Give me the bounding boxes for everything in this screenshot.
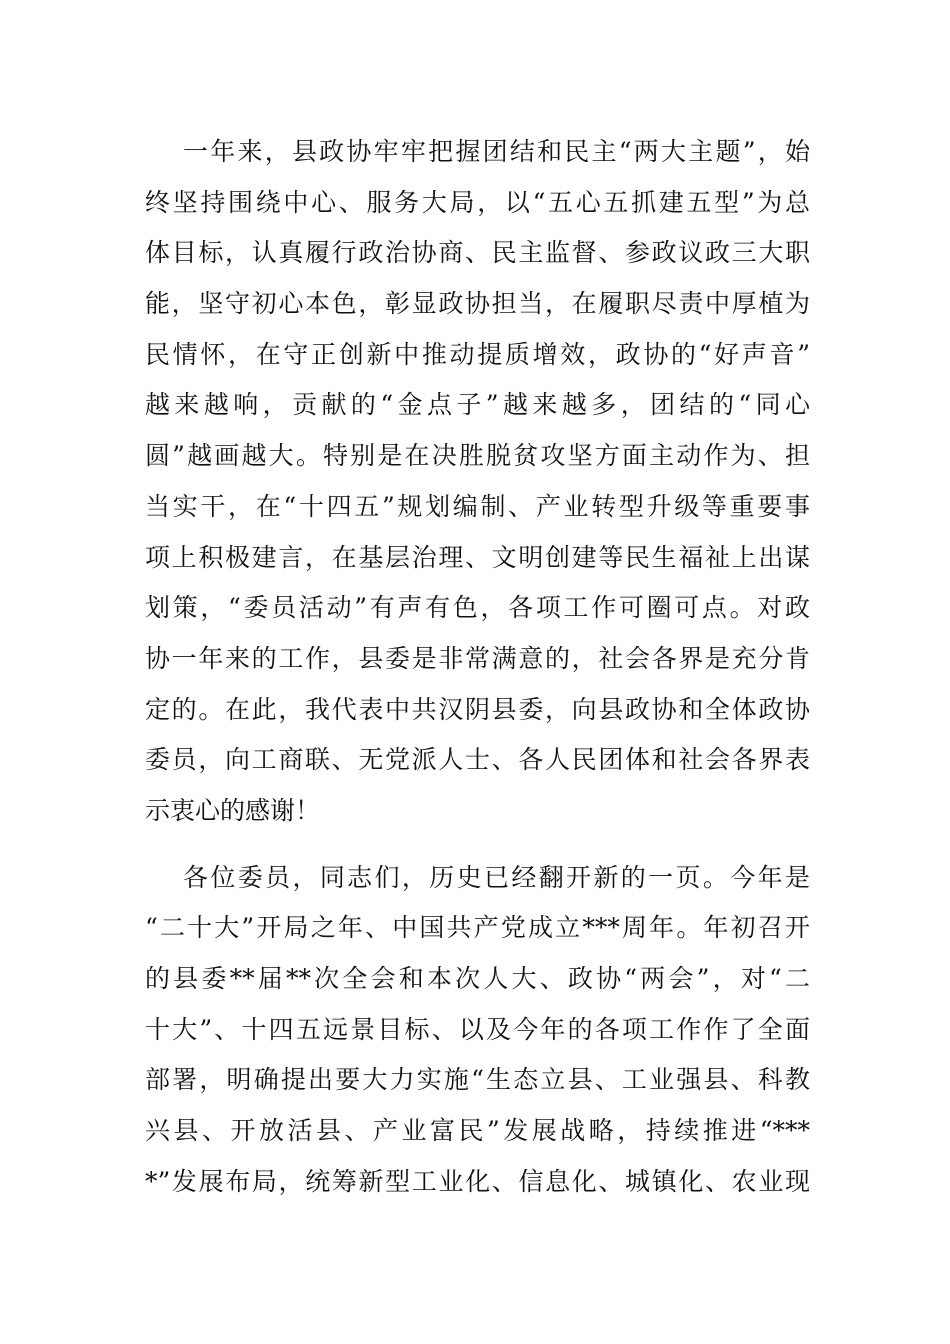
text-line: 十大”、十四五远景目标、以及今年的各项工作作了全面 (145, 1014, 810, 1044)
text-line: 能，坚守初心本色，彰显政协担当，在履职尽责中厚植为 (145, 289, 810, 319)
document-body (145, 127, 810, 1207)
text-line: 划策，“委员活动”有声有色，各项工作可圈可点。对政 (145, 593, 810, 623)
text-line: 越来越响，贡献的“金点子”越来越多，团结的“同心 (145, 390, 810, 420)
text-line: 部署，明确提出要大力实施“生态立县、工业强县、科教 (145, 1065, 810, 1095)
paragraph-1 (145, 127, 810, 837)
text-line: 项上积极建言，在基层治理、文明创建等民生福祉上出谋 (145, 542, 810, 572)
paragraph-spacer (145, 837, 810, 853)
text-line: 示衷心的感谢！ (145, 795, 321, 825)
text-line: 协一年来的工作，县委是非常满意的，社会各界是充分肯 (145, 643, 810, 673)
text-line: “二十大”开局之年、中国共产党成立***周年。年初召开 (145, 913, 810, 943)
text-line: 民情怀，在守正创新中推动提质增效，政协的“好声音” (145, 339, 810, 369)
text-line: 终坚持围绕中心、服务大局，以“五心五抓建五型”为总 (145, 187, 810, 217)
text-line: 委员，向工商联、无党派人士、各人民团体和社会各界表 (145, 745, 810, 775)
text-line: 定的。在此，我代表中共汉阴县委，向县政协和全体政协 (145, 694, 810, 724)
text-line: 一年来，县政协牢牢把握团结和民主“两大主题”，始 (183, 137, 810, 166)
text-line: 兴县、开放活县、产业富民”发展战略，持续推进“*** (145, 1116, 810, 1146)
text-line: 当实干，在“十四五”规划编制、产业转型升级等重要事 (145, 491, 810, 521)
text-line: 的县委**届**次全会和本次人大、政协“两会”，对“二 (145, 964, 810, 993)
text-line: 圆”越画越大。特别是在决胜脱贫攻坚方面主动作为、担 (145, 441, 810, 471)
text-line: *”发展布局，统筹新型工业化、信息化、城镇化、农业现 (145, 1166, 810, 1196)
text-line: 各位委员，同志们，历史已经翻开新的一页。今年是 (183, 862, 810, 892)
text-line: 体目标，认真履行政治协商、民主监督、参政议政三大职 (145, 238, 810, 268)
paragraph-2 (145, 853, 810, 1208)
